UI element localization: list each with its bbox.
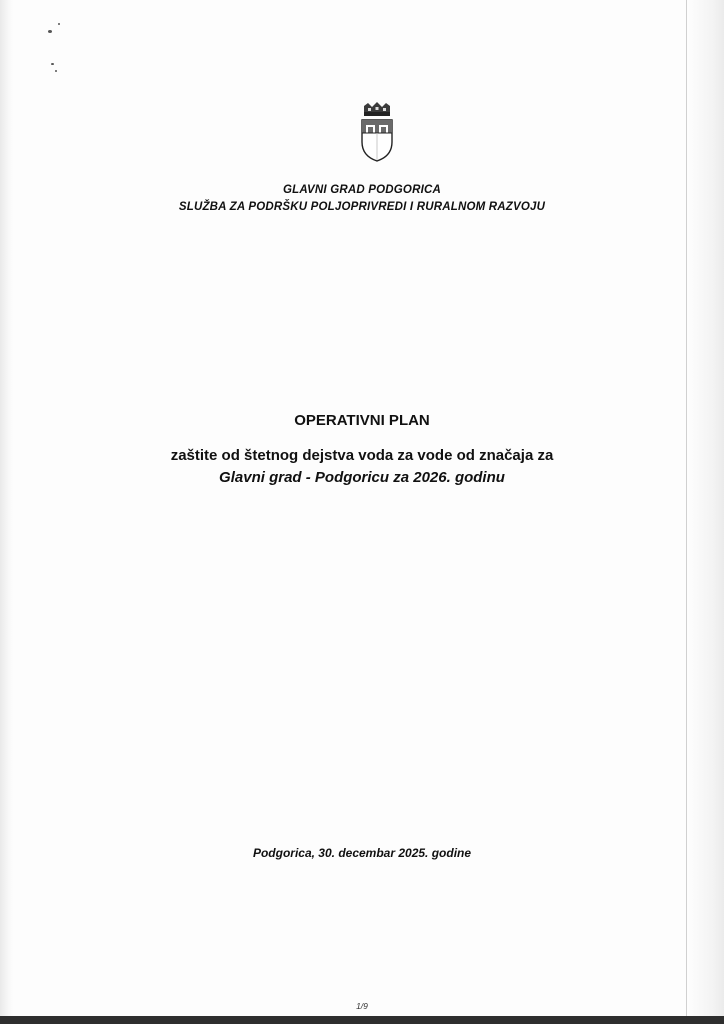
scan-bottom-edge xyxy=(0,1016,724,1024)
scan-speck xyxy=(55,70,57,72)
document-title: OPERATIVNI PLAN xyxy=(294,412,430,429)
scan-speck xyxy=(48,30,52,33)
scan-right-edge xyxy=(688,0,724,1024)
document-subtitle-line2: Glavni grad - Podgoricu za 2026. godinu xyxy=(219,469,505,486)
scan-speck xyxy=(51,63,54,65)
organization-name: GLAVNI GRAD PODGORICA xyxy=(283,184,441,196)
page-number: 1/9 xyxy=(356,1001,368,1011)
coat-of-arms-icon xyxy=(358,102,396,162)
scan-left-edge xyxy=(0,0,13,1024)
scan-edge-line xyxy=(686,0,687,1024)
place-and-date: Podgorica, 30. decembar 2025. godine xyxy=(252,846,472,860)
department-name: SLUŽBA ZA PODRŠKU POLJOPRIVREDI I RURALNOM RAZVOJU xyxy=(178,201,546,213)
document-subtitle-line1: zaštite od štetnog dejstva voda za vode od značaja za xyxy=(170,447,554,464)
scan-speck xyxy=(58,23,60,25)
